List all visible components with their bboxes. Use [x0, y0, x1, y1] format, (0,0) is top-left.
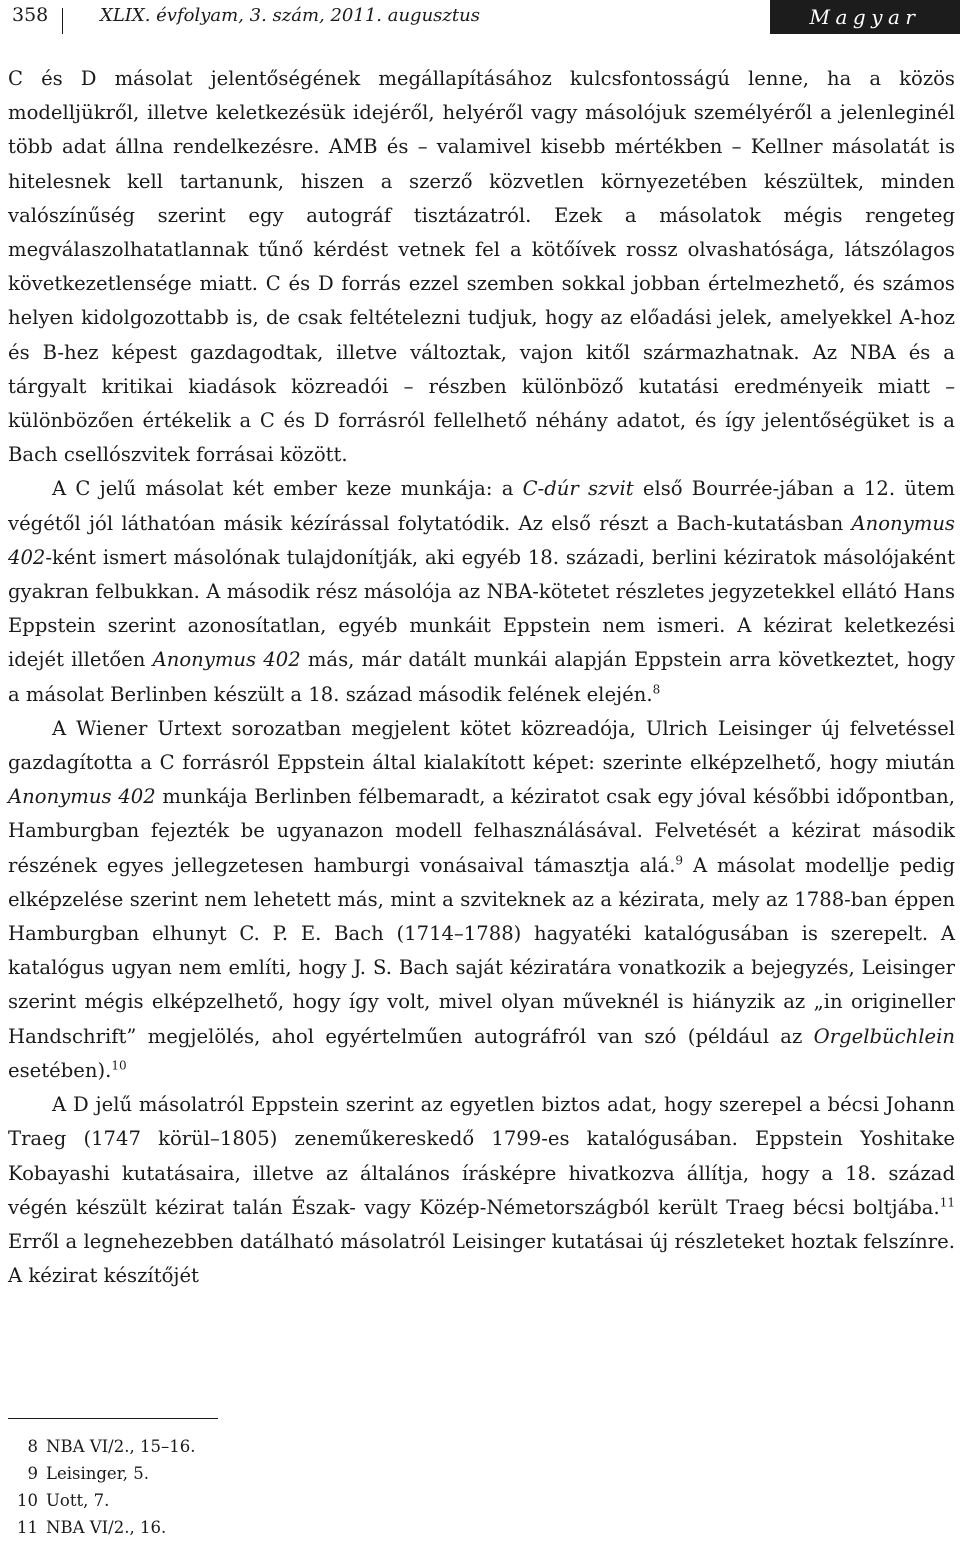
footnote-number: 11: [17, 1518, 38, 1537]
page-number: 358: [12, 4, 49, 26]
italic-text: Anonymus 402: [8, 511, 955, 569]
footnote-text: NBA VI/2., 15–16.: [46, 1437, 196, 1456]
text-run: esetében).: [8, 1058, 112, 1082]
paragraph: [8, 712, 955, 1088]
footnote-ref: 9: [675, 853, 684, 868]
italic-text: Orgelbüchlein: [813, 1024, 955, 1048]
italic-text: C-dúr szvit: [522, 477, 634, 501]
footnote-text: Uott, 7.: [46, 1491, 110, 1510]
footnote-ref: 11: [939, 1195, 955, 1210]
text-run: A C jelű másolat két ember keze munkája: a: [52, 477, 523, 501]
paragraph: [8, 472, 955, 711]
paragraph: [8, 1088, 955, 1293]
italic-text: Anonymus 402: [152, 648, 301, 672]
footnote-ref: 10: [111, 1058, 127, 1073]
footnote: [8, 1460, 608, 1487]
article-body: [8, 62, 955, 1293]
footnote-text: NBA VI/2., 16.: [46, 1518, 167, 1537]
footnotes: [8, 1433, 608, 1541]
footnote-text: Leisinger, 5.: [46, 1464, 150, 1483]
text-run: C és D másolat jelentőségének megállapításához kulcsfontosságú lenne, ha a közös modelljükről, illetve keletkezésük idejéről, helyéről vagy másolójuk személyéről a jelenleginél több adat állna rendelkezésre. AMB és – valamivel kisebb mértékben – Kellner másolatát is hitelesnek kell tartanunk, hiszen a szerző közvetlen környezetében készültek, minden valószínűség szerint egy autográf tisztázatról. Ezek a másolatok mégis rengeteg megválaszolhatatlannak tűnő kérdést vetnek fel a kötőívek rossz olvashatósága, látszólagos következetlensége miatt. C és D forrás ezzel szemben sokkal jobban értelmezhető, és számos helyen kidolgozottabb is, de csak feltételezni tudjuk, hogy az előadási jelek, amelyekkel A-hoz és B-hez képest gazdagodtak, illetve változtak, vajon kitől származhatnak. Az NBA és a tárgyalt kritikai kiadások közreadói – részben különböző kutatási eredményeik miatt – különbözően értékelik a C és D forrásról fellelhető néhány adatot, és így jelentőségüket is a Bach csellószvitek forrásai között.: [8, 67, 955, 467]
text-run: A Wiener Urtext sorozatban megjelent kötet közreadója, Ulrich Leisinger új felvetéssel gazdagította a C forrásról Eppstein által kialakított képet: szerinte elképzelhető, hogy miután: [8, 716, 955, 775]
footnote-number: 8: [27, 1437, 38, 1456]
text-run: -ként ismert másolónak tulajdonítják, aki egyéb 18. századi, berlini kéziratok másolójaként gyakran felbukkan. A második rész másolója az NBA-kötetet részletes jegyzetekkel ellátó Hans Eppstein szerint azonosítatlan, egyéb munkáit Eppstein nem ismeri. A kézirat keletkezési idejét illetően: [8, 545, 955, 672]
header-divider: [62, 8, 63, 34]
footnote: [8, 1514, 608, 1541]
text-run: első Bourrée-jában a 12. ütem végétől jól láthatóan másik kézírással folytatódik. Az első részt a Bach-kutatásban: [8, 477, 955, 535]
footnote: [8, 1487, 608, 1514]
italic-text: Anonymus 402: [8, 785, 156, 809]
journal-title: Magyar Zene: [770, 0, 960, 34]
footnote-divider: [8, 1418, 218, 1419]
footnote: [8, 1433, 608, 1460]
footnote-number: 9: [27, 1464, 38, 1483]
footnote-number: 10: [17, 1491, 38, 1510]
running-header: [0, 0, 960, 63]
text-run: A D jelű másolatról Eppstein szerint az egyetlen biztos adat, hogy szerepel a bécsi Johann Traeg (1747 körül–1805) zeneműkereskedő 1799-es katalógusában. Eppstein Yoshitake Kobayashi kutatásaira, illetve az általános írásképre hivatkozva állítja, hogy a 18. század végén készült kézirat talán Észak- vagy Közép-Németországból került Traeg bécsi boltjába.: [8, 1093, 955, 1219]
footnote-ref: 8: [652, 682, 661, 697]
text-run: A másolat modellje pedig elképzelése szerint nem lehetett más, mint a szviteknek az a kézirata, mely az 1788-ban éppen Hamburgban elhunyt C. P. E. Bach (1714–1788) hagyatéki katalógusában is szerepelt. A katalógus ugyan nem említi, hogy J. S. Bach saját kéziratára vonatkozik a bejegyzés, Leisinger szerint mégis elképzelhető, hogy így volt, mivel olyan műveknél is hiányzik az „in originеller Handschrift” megjelölés, ahol egyértelműen autográfról van szó (például az: [8, 853, 955, 1048]
issue-line: XLIX. évfolyam, 3. szám, 2011. augusztus: [100, 5, 480, 26]
text-run: Erről a legnehezebben datálható másolatról Leisinger kutatásai új részleteket hoztak felszínre. A kézirat készítőjét: [8, 1229, 955, 1288]
paragraph: [8, 62, 955, 472]
text-run: más, már datált munkái alapján Eppstein arra következtet, hogy a másolat Berlinben készült a 18. század második felének elején.: [8, 648, 955, 706]
text-run: munkája Berlinben félbemaradt, a kéziratot csak egy jóval későbbi időpontban, Hamburgban fejezték be ugyanazon modell felhasználásával. Felvetését a kézirat második részének egyes jellegzetesen hamburgi vonásaival támasztja alá.: [8, 785, 955, 877]
